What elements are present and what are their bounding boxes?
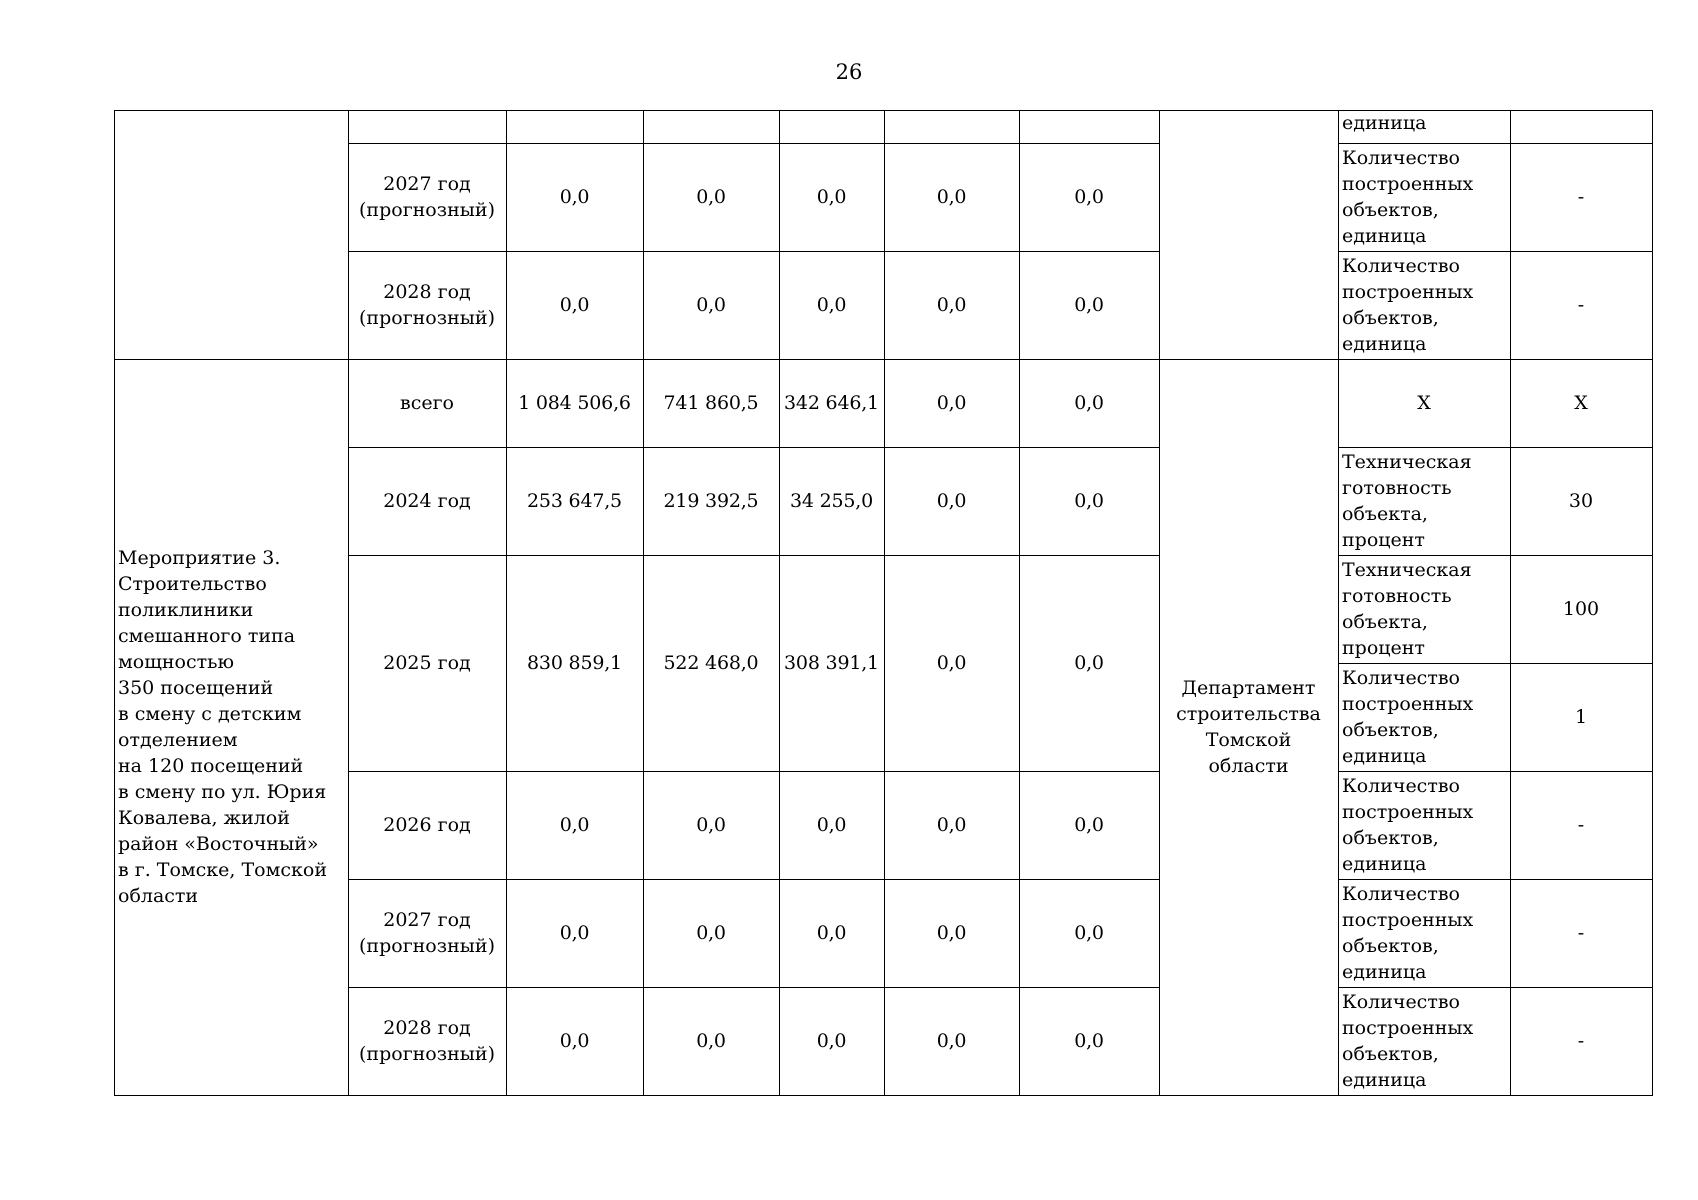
value-cell: 0,0 xyxy=(696,814,726,836)
executor-cell: Департамент строительства Томской области xyxy=(1176,677,1321,777)
indicator-value: 1 xyxy=(1574,706,1588,728)
value-cell: 1 084 506,6 xyxy=(518,392,631,414)
value-cell: 0,0 xyxy=(696,186,726,208)
value-cell: 0,0 xyxy=(816,186,847,208)
value-cell: 0,0 xyxy=(936,814,967,836)
indicator-name: Количество построенных объектов, единица xyxy=(1342,991,1474,1091)
value-cell: 741 860,5 xyxy=(663,392,759,414)
year-cell: 2028 год (прогнозный) xyxy=(359,1017,495,1065)
value-cell: 0,0 xyxy=(1074,922,1104,944)
value-cell: 0,0 xyxy=(559,814,590,836)
value-cell: 0,0 xyxy=(936,490,967,512)
measure-title: Мероприятие 3. Строительство поликлиники смешанного типа мощностью 350 посещений в смену с детским отделением на 120 посещений в смену по ул. Юрия Ковалева, жилой район «Восточный» в г. Томске, Томской области xyxy=(118,547,328,907)
indicator-value: - xyxy=(1577,814,1585,836)
indicator-value: - xyxy=(1577,922,1585,944)
year-cell: 2028 год (прогнозный) xyxy=(359,281,495,329)
indicator-name: Техническая готовность объекта, процент xyxy=(1342,451,1472,551)
value-cell: 0,0 xyxy=(936,652,967,674)
value-cell: 0,0 xyxy=(696,294,726,316)
value-cell: 0,0 xyxy=(816,922,847,944)
value-cell: 219 392,5 xyxy=(663,490,759,512)
year-cell: 2026 год xyxy=(383,814,471,836)
value-cell: 342 646,1 xyxy=(784,392,879,414)
indicator-name: Количество построенных объектов, единица xyxy=(1342,883,1474,983)
value-cell: 0,0 xyxy=(1074,294,1104,316)
value-cell: 830 859,1 xyxy=(527,652,622,674)
value-cell: 253 647,5 xyxy=(527,490,622,512)
value-cell: 0,0 xyxy=(936,294,967,316)
value-cell: 0,0 xyxy=(1074,490,1104,512)
value-cell: 308 391,1 xyxy=(784,652,879,674)
value-cell: 0,0 xyxy=(559,294,590,316)
year-cell: 2027 год (прогнозный) xyxy=(359,173,495,221)
value-cell: 0,0 xyxy=(559,186,590,208)
indicator-name: Количество построенных объектов, единица xyxy=(1342,255,1474,355)
year-cell: всего xyxy=(400,392,454,414)
value-cell: 0,0 xyxy=(936,1030,967,1052)
table-rule xyxy=(1652,110,1653,1096)
value-cell: 0,0 xyxy=(816,814,847,836)
indicator-name: X xyxy=(1417,392,1431,414)
value-cell: 0,0 xyxy=(936,392,967,414)
indicator-value: - xyxy=(1577,1030,1585,1052)
indicator-value: 30 xyxy=(1568,490,1594,512)
year-cell: 2027 год (прогнозный) xyxy=(359,909,495,957)
value-cell: 0,0 xyxy=(1074,392,1104,414)
indicator-value: X xyxy=(1574,392,1588,414)
value-cell: 0,0 xyxy=(559,922,590,944)
indicator-name: Количество построенных объектов, единица xyxy=(1342,147,1474,247)
value-cell: 0,0 xyxy=(696,1030,726,1052)
indicator-value: 100 xyxy=(1562,598,1600,620)
value-cell: 0,0 xyxy=(816,294,847,316)
indicator-name: единица xyxy=(1342,112,1427,134)
year-cell: 2025 год xyxy=(383,652,471,674)
value-cell: 0,0 xyxy=(1074,652,1104,674)
value-cell: 0,0 xyxy=(1074,186,1104,208)
indicator-name: Количество построенных объектов, единица xyxy=(1342,667,1474,767)
value-cell: 0,0 xyxy=(816,1030,847,1052)
table-rule xyxy=(1159,359,1160,1096)
indicator-value: - xyxy=(1577,294,1585,316)
value-cell: 0,0 xyxy=(696,922,726,944)
year-cell: 2024 год xyxy=(383,490,471,512)
value-cell: 0,0 xyxy=(1074,814,1104,836)
value-cell: 522 468,0 xyxy=(663,652,759,674)
value-cell: 0,0 xyxy=(936,922,967,944)
value-cell: 0,0 xyxy=(1074,1030,1104,1052)
indicator-name: Техническая готовность объекта, процент xyxy=(1342,559,1472,659)
value-cell: 0,0 xyxy=(559,1030,590,1052)
value-cell: 34 255,0 xyxy=(789,490,873,512)
value-cell: 0,0 xyxy=(936,186,967,208)
indicator-value: - xyxy=(1577,186,1585,208)
indicator-name: Количество построенных объектов, единица xyxy=(1342,775,1474,875)
table-rule xyxy=(1159,110,1160,360)
page-number: 26 xyxy=(835,60,863,84)
